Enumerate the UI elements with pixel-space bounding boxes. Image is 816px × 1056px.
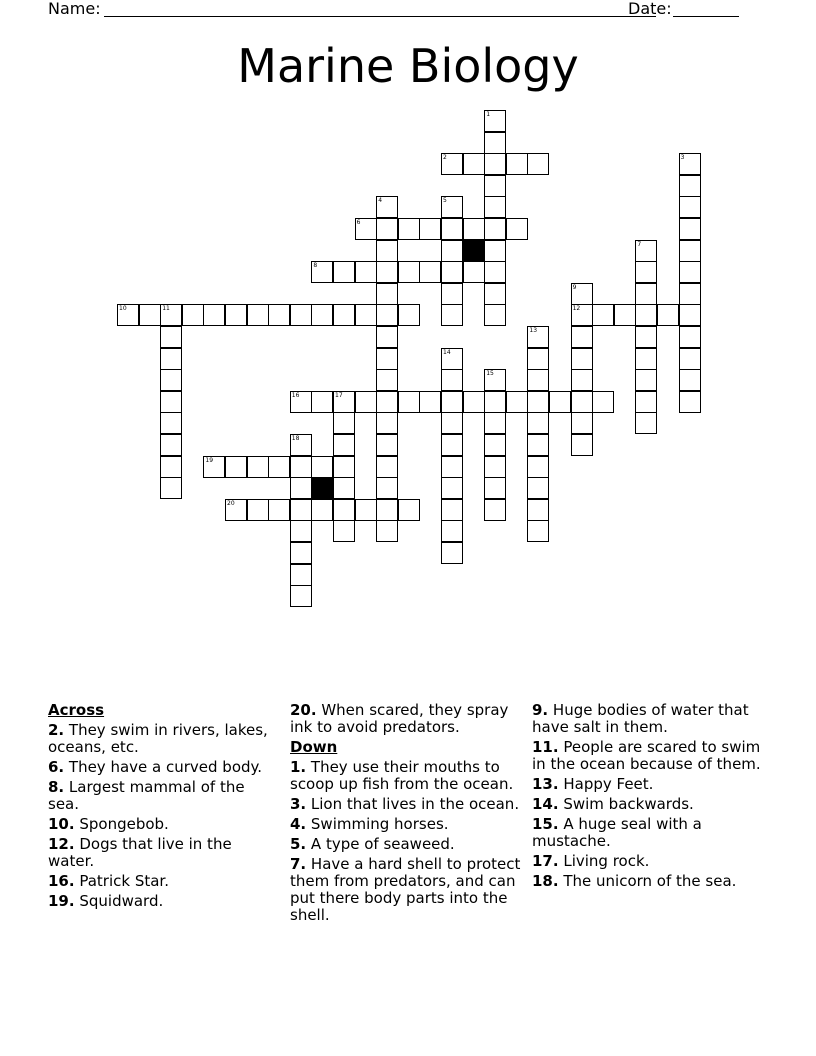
grid-cell[interactable] — [117, 304, 139, 326]
grid-cell[interactable] — [419, 218, 441, 240]
grid-cell[interactable] — [311, 456, 333, 478]
clue-text: People are scared to swim in the ocean because of them. — [532, 738, 761, 773]
grid-cell[interactable] — [635, 283, 657, 305]
clue-number: 12 — [572, 305, 581, 313]
grid-cell[interactable] — [290, 585, 312, 607]
clue-number: 19 — [205, 456, 214, 464]
grid-cell[interactable] — [376, 261, 398, 283]
down-clue-list-continued — [532, 702, 770, 890]
grid-cell[interactable] — [376, 369, 398, 391]
grid-cell[interactable] — [484, 153, 506, 175]
clue-text: Lion that lives in the ocean. — [306, 795, 520, 813]
grid-cell[interactable] — [376, 477, 398, 499]
grid-cell[interactable] — [441, 499, 463, 521]
grid-cell[interactable] — [268, 304, 290, 326]
grid-cell[interactable] — [355, 499, 377, 521]
grid-cell[interactable] — [398, 218, 420, 240]
grid-cell[interactable] — [527, 499, 549, 521]
grid-cell[interactable] — [268, 456, 290, 478]
clue — [290, 796, 522, 813]
grid-cell[interactable] — [679, 369, 701, 391]
grid-cell[interactable] — [160, 456, 182, 478]
clue-text: Have a hard shell to protect them from predators, and can put there body parts into the shell. — [290, 855, 521, 924]
clue-number: 4. — [290, 815, 307, 833]
clue-number: 12. — [48, 835, 75, 853]
grid-cell[interactable] — [441, 218, 463, 240]
clue — [532, 873, 770, 890]
clue-number: 17. — [532, 852, 559, 870]
grid-cell[interactable] — [506, 153, 528, 175]
clue-text: Swimming horses. — [306, 815, 449, 833]
grid-cell[interactable] — [333, 434, 355, 456]
across-clue-list — [48, 722, 268, 910]
clue-text: The unicorn of the sea. — [558, 872, 737, 890]
grid-cell[interactable] — [635, 240, 657, 262]
clue-text: They swim in rivers, lakes, oceans, etc. — [48, 721, 268, 756]
clue — [48, 759, 268, 776]
grid-cell[interactable] — [571, 412, 593, 434]
grid-cell[interactable] — [484, 261, 506, 283]
grid-cell[interactable] — [355, 304, 377, 326]
grid-cell[interactable] — [398, 391, 420, 413]
grid-cell[interactable] — [441, 434, 463, 456]
grid-cell[interactable] — [635, 369, 657, 391]
grid-cell[interactable] — [679, 326, 701, 348]
grid-cell[interactable] — [441, 542, 463, 564]
clue-number: 16. — [48, 872, 75, 890]
grid-cell[interactable] — [679, 196, 701, 218]
grid-cell[interactable] — [160, 412, 182, 434]
clue-text: Patrick Star. — [74, 872, 169, 890]
clue-number: 15. — [532, 815, 559, 833]
clue-number: 5 — [443, 197, 447, 205]
clue-number: 20. — [290, 701, 317, 719]
grid-cell[interactable] — [225, 456, 247, 478]
clue-number: 9 — [572, 283, 577, 291]
clue — [48, 722, 268, 756]
grid-cell[interactable] — [268, 499, 290, 521]
clue — [48, 893, 268, 910]
grid-cell[interactable] — [333, 499, 355, 521]
grid-cell[interactable] — [290, 499, 312, 521]
grid-cell[interactable] — [527, 520, 549, 542]
across-clue-list-continued — [290, 702, 522, 736]
clue-number: 8. — [48, 778, 65, 796]
grid-cell[interactable] — [441, 153, 463, 175]
clue-number: 10. — [48, 815, 75, 833]
grid-cell[interactable] — [679, 348, 701, 370]
grid-cell[interactable] — [484, 456, 506, 478]
date-label: Date: — [628, 0, 672, 18]
grid-block — [463, 240, 485, 262]
grid-cell[interactable] — [571, 434, 593, 456]
grid-cell[interactable] — [290, 520, 312, 542]
grid-cell[interactable] — [333, 261, 355, 283]
grid-cell[interactable] — [614, 304, 636, 326]
grid-cell[interactable] — [398, 261, 420, 283]
grid-cell[interactable] — [290, 391, 312, 413]
grid-cell[interactable] — [635, 391, 657, 413]
grid-cell[interactable] — [247, 304, 269, 326]
clue-number: 2. — [48, 721, 65, 739]
clue-number: 10 — [119, 305, 127, 313]
grid-cell[interactable] — [333, 477, 355, 499]
grid-cell[interactable] — [355, 261, 377, 283]
clue-number: 13 — [529, 327, 538, 334]
grid-cell[interactable] — [160, 348, 182, 370]
grid-cell[interactable] — [333, 412, 355, 434]
grid-cell[interactable] — [376, 520, 398, 542]
grid-cell[interactable] — [679, 240, 701, 262]
grid-cell[interactable] — [376, 283, 398, 305]
clue-number: 8 — [313, 262, 318, 270]
grid-cell[interactable] — [635, 348, 657, 370]
grid-cell[interactable] — [160, 434, 182, 456]
clues-column-2 — [290, 702, 522, 927]
clue-number: 2 — [443, 154, 447, 162]
grid-cell[interactable] — [333, 456, 355, 478]
grid-cell[interactable] — [463, 218, 485, 240]
grid-cell[interactable] — [549, 391, 571, 413]
grid-cell[interactable] — [484, 283, 506, 305]
grid-cell[interactable] — [463, 261, 485, 283]
grid-cell[interactable] — [441, 412, 463, 434]
grid-cell[interactable] — [311, 391, 333, 413]
grid-cell[interactable] — [311, 304, 333, 326]
clue-number: 15 — [486, 370, 494, 378]
clue — [48, 836, 268, 870]
grid-cell[interactable] — [484, 196, 506, 218]
grid-cell[interactable] — [376, 391, 398, 413]
grid-cell[interactable] — [290, 304, 312, 326]
grid-cell[interactable] — [527, 412, 549, 434]
clue — [532, 739, 770, 773]
clue — [532, 816, 770, 850]
grid-cell[interactable] — [527, 391, 549, 413]
grid-cell[interactable] — [160, 304, 182, 326]
grid-cell[interactable] — [376, 434, 398, 456]
grid-cell[interactable] — [679, 283, 701, 305]
clue-number: 9. — [532, 701, 549, 719]
clue-number: 19. — [48, 892, 75, 910]
grid-cell[interactable] — [679, 175, 701, 197]
clue-text: When scared, they spray ink to avoid predators. — [290, 701, 509, 736]
clues-column-1 — [48, 702, 268, 913]
grid-cell[interactable] — [657, 304, 679, 326]
grid-cell[interactable] — [355, 218, 377, 240]
grid-cell[interactable] — [203, 456, 225, 478]
clue — [532, 776, 770, 793]
grid-cell[interactable] — [679, 391, 701, 413]
grid-cell[interactable] — [679, 153, 701, 175]
grid-cell[interactable] — [333, 304, 355, 326]
grid-cell[interactable] — [635, 304, 657, 326]
clue-number: 14 — [443, 348, 451, 356]
grid-cell[interactable] — [527, 477, 549, 499]
down-clue-list — [290, 759, 522, 924]
grid-cell[interactable] — [484, 391, 506, 413]
grid-cell[interactable] — [441, 391, 463, 413]
clue — [48, 816, 268, 833]
grid-cell[interactable] — [398, 304, 420, 326]
clue-number: 17 — [335, 391, 343, 399]
grid-cell[interactable] — [311, 261, 333, 283]
clue-number: 3 — [680, 154, 685, 162]
grid-cell[interactable] — [484, 412, 506, 434]
grid-cell[interactable] — [441, 240, 463, 262]
clue-number: 18. — [532, 872, 559, 890]
clue — [532, 853, 770, 870]
clue-number: 14. — [532, 795, 559, 813]
clue-number: 1. — [290, 758, 307, 776]
clue-text: Living rock. — [558, 852, 650, 870]
grid-cell[interactable] — [225, 304, 247, 326]
clue-text: Squidward. — [74, 892, 164, 910]
clue-number: 11. — [532, 738, 559, 756]
grid-cell[interactable] — [333, 520, 355, 542]
grid-cell[interactable] — [441, 369, 463, 391]
grid-cell[interactable] — [290, 477, 312, 499]
grid-cell[interactable] — [355, 391, 377, 413]
clue-number: 5. — [290, 835, 307, 853]
grid-cell[interactable] — [484, 175, 506, 197]
grid-cell[interactable] — [182, 304, 204, 326]
grid-cell[interactable] — [419, 261, 441, 283]
grid-cell[interactable] — [571, 326, 593, 348]
grid-cell[interactable] — [160, 391, 182, 413]
clue-number: 6 — [356, 219, 361, 226]
grid-block — [311, 477, 333, 499]
grid-cell[interactable] — [484, 499, 506, 521]
clue-text: Happy Feet. — [558, 775, 654, 793]
grid-cell[interactable] — [635, 412, 657, 434]
grid-cell[interactable] — [484, 434, 506, 456]
grid-cell[interactable] — [376, 304, 398, 326]
grid-cell[interactable] — [527, 326, 549, 348]
grid-cell[interactable] — [441, 304, 463, 326]
clue-text: Dogs that live in the water. — [48, 835, 232, 870]
grid-cell[interactable] — [290, 542, 312, 564]
clue-number: 6. — [48, 758, 65, 776]
grid-cell[interactable] — [527, 369, 549, 391]
grid-cell[interactable] — [679, 261, 701, 283]
grid-cell[interactable] — [571, 391, 593, 413]
grid-cell[interactable] — [290, 456, 312, 478]
grid-cell[interactable] — [441, 520, 463, 542]
down-heading: Down — [290, 738, 338, 756]
grid-cell[interactable] — [376, 326, 398, 348]
grid-cell[interactable] — [571, 369, 593, 391]
clue-text: Spongebob. — [74, 815, 169, 833]
grid-cell[interactable] — [311, 499, 333, 521]
grid-cell[interactable] — [592, 391, 614, 413]
clue-number: 7 — [637, 240, 642, 248]
grid-cell[interactable] — [506, 218, 528, 240]
clue-number: 20 — [227, 499, 235, 507]
grid-cell[interactable] — [463, 391, 485, 413]
grid-cell[interactable] — [160, 369, 182, 391]
grid-cell[interactable] — [290, 434, 312, 456]
grid-cell[interactable] — [484, 369, 506, 391]
grid-cell[interactable] — [527, 348, 549, 370]
clue-text: They use their mouths to scoop up fish from the ocean. — [290, 758, 514, 793]
grid-cell[interactable] — [376, 348, 398, 370]
clue — [290, 836, 522, 853]
clue-number: 18 — [291, 435, 300, 442]
grid-cell[interactable] — [247, 456, 269, 478]
grid-cell[interactable] — [592, 304, 614, 326]
grid-cell[interactable] — [506, 391, 528, 413]
clue-text: Largest mammal of the sea. — [48, 778, 245, 813]
grid-cell[interactable] — [635, 326, 657, 348]
grid-cell[interactable] — [203, 304, 225, 326]
grid-cell[interactable] — [527, 456, 549, 478]
clue-number: 13. — [532, 775, 559, 793]
clue — [290, 702, 522, 736]
name-label: Name: — [48, 0, 101, 18]
grid-cell[interactable] — [160, 326, 182, 348]
grid-cell[interactable] — [571, 283, 593, 305]
grid-cell[interactable] — [484, 218, 506, 240]
across-heading: Across — [48, 701, 105, 719]
clue — [532, 702, 770, 736]
clue — [290, 816, 522, 833]
clue — [290, 759, 522, 793]
clue-text: A type of seaweed. — [306, 835, 455, 853]
grid-cell[interactable] — [571, 304, 593, 326]
grid-cell[interactable] — [484, 304, 506, 326]
grid-cell[interactable] — [160, 477, 182, 499]
grid-cell[interactable] — [679, 218, 701, 240]
grid-cell[interactable] — [376, 218, 398, 240]
clue — [48, 873, 268, 890]
grid-cell[interactable] — [527, 153, 549, 175]
grid-cell[interactable] — [333, 391, 355, 413]
clue-number: 3. — [290, 795, 307, 813]
clue-number: 1 — [486, 111, 491, 118]
grid-cell[interactable] — [441, 348, 463, 370]
grid-cell[interactable] — [376, 196, 398, 218]
grid-cell[interactable] — [527, 434, 549, 456]
clue-text: A huge seal with a mustache. — [532, 815, 702, 850]
grid-cell[interactable] — [376, 412, 398, 434]
clue-text: Huge bodies of water that have salt in them. — [532, 701, 749, 736]
grid-cell[interactable] — [441, 283, 463, 305]
grid-cell[interactable] — [376, 499, 398, 521]
clue-text: Swim backwards. — [558, 795, 694, 813]
grid-cell[interactable] — [463, 153, 485, 175]
grid-cell[interactable] — [484, 132, 506, 154]
grid-cell[interactable] — [441, 477, 463, 499]
grid-cell[interactable] — [441, 261, 463, 283]
grid-cell[interactable] — [376, 240, 398, 262]
grid-cell[interactable] — [247, 499, 269, 521]
clue — [532, 796, 770, 813]
clue-text: They have a curved body. — [64, 758, 263, 776]
clue-number: 7. — [290, 855, 307, 873]
grid-cell[interactable] — [571, 348, 593, 370]
page-title: Marine Biology — [237, 39, 579, 93]
grid-cell[interactable] — [376, 456, 398, 478]
grid-cell[interactable] — [484, 240, 506, 262]
clues-column-3 — [532, 702, 770, 893]
grid-cell[interactable] — [419, 391, 441, 413]
grid-cell[interactable] — [441, 196, 463, 218]
grid-cell[interactable] — [398, 499, 420, 521]
clue-number: 16 — [291, 391, 300, 399]
grid-cell[interactable] — [441, 456, 463, 478]
grid-cell[interactable] — [679, 304, 701, 326]
grid-cell[interactable] — [139, 304, 161, 326]
clue-number: 4 — [378, 197, 383, 205]
grid-cell[interactable] — [635, 261, 657, 283]
clue-number: 11 — [162, 305, 170, 313]
grid-cell[interactable] — [484, 110, 506, 132]
grid-cell[interactable] — [225, 499, 247, 521]
grid-cell[interactable] — [290, 564, 312, 586]
grid-cell[interactable] — [484, 477, 506, 499]
clue — [290, 856, 522, 924]
clue — [48, 779, 268, 813]
